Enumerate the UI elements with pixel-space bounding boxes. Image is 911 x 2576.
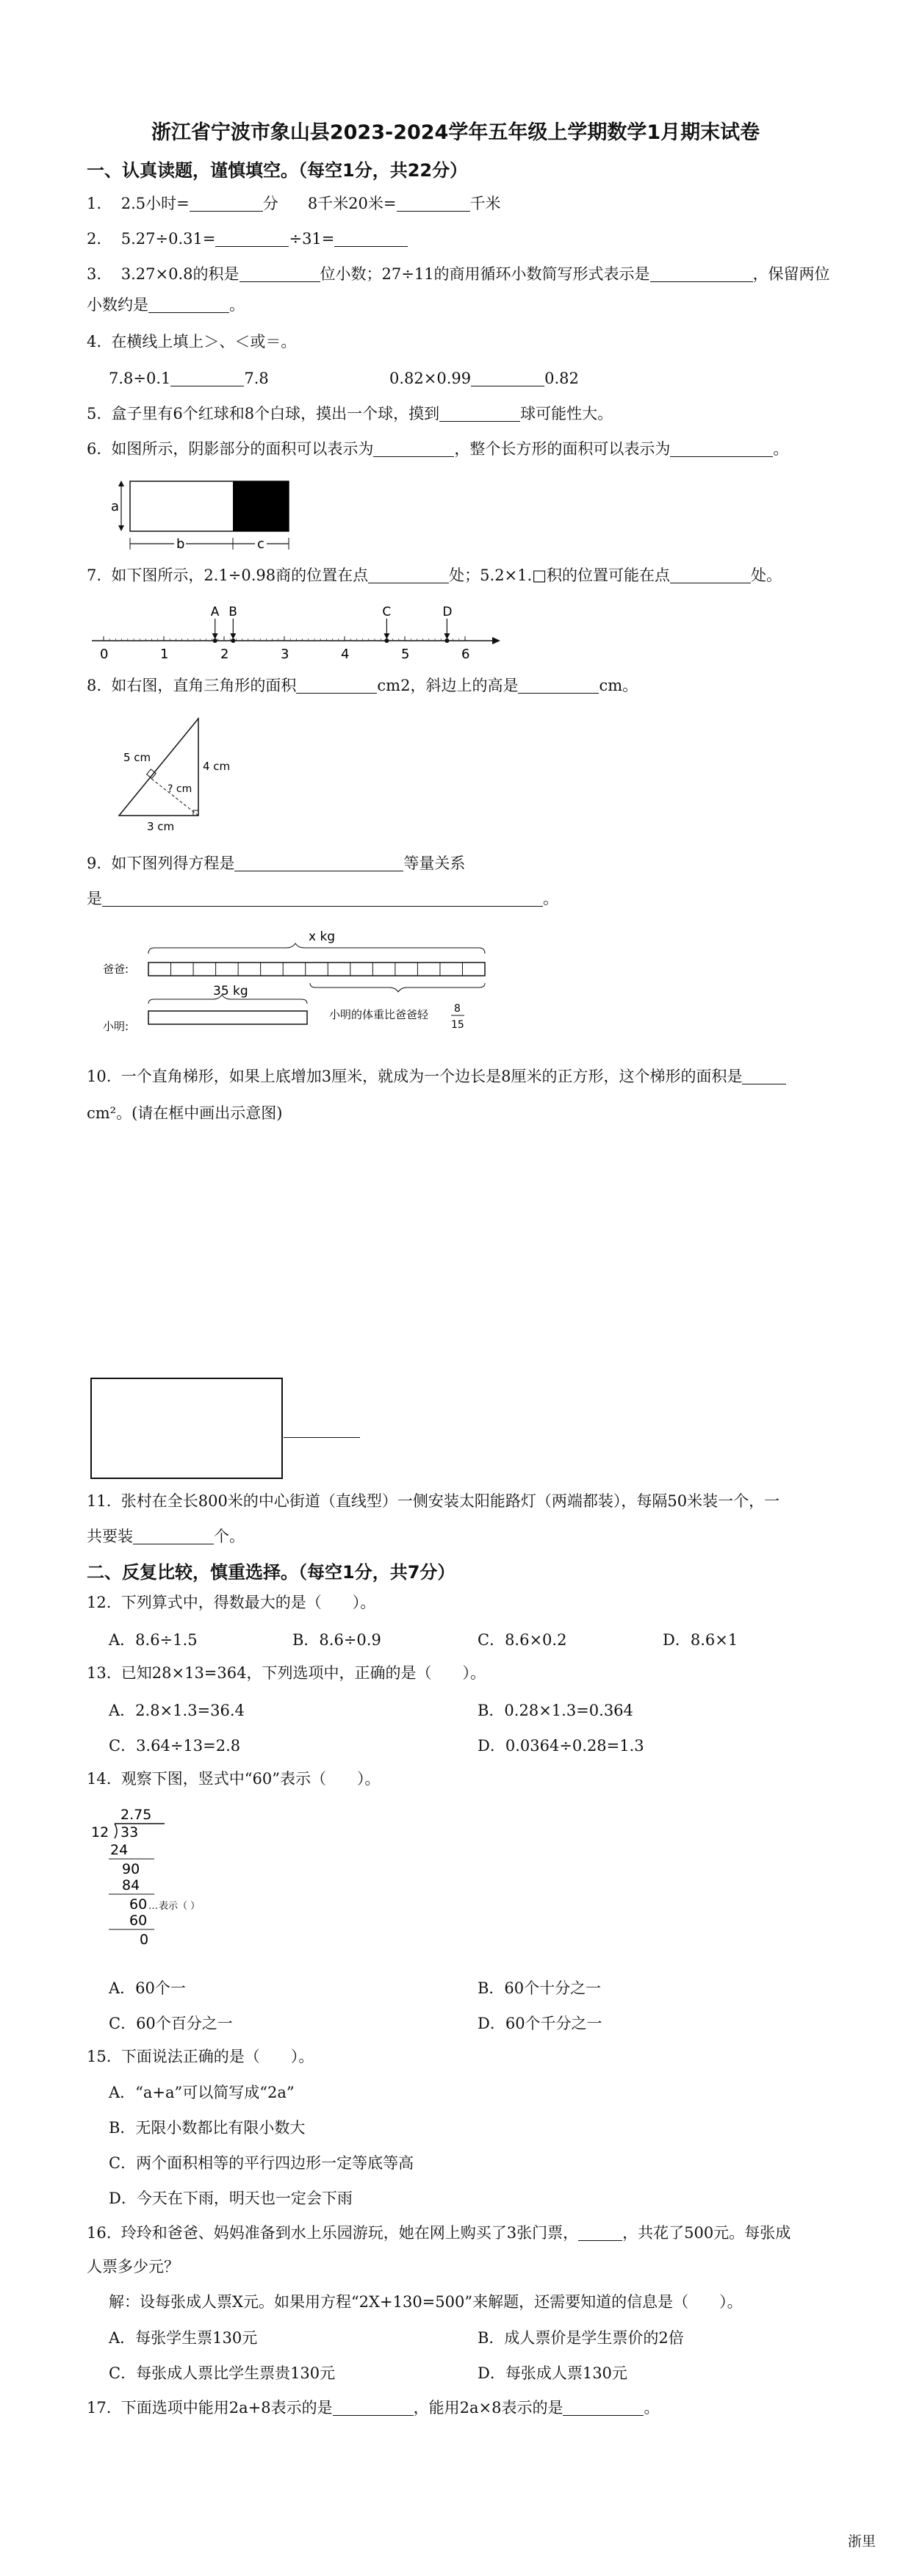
answer-blank[interactable] (670, 566, 751, 583)
q7-text3: 处。 (751, 566, 782, 584)
point-dot (213, 638, 217, 643)
q9-text2: 等量关系 (403, 855, 466, 872)
answer-blank[interactable] (190, 195, 263, 212)
expr: 0.82×0.99 (389, 370, 472, 387)
fraction-numerator: 8 (454, 1003, 461, 1015)
question-number: 3. (87, 265, 102, 283)
question-9 (87, 852, 465, 874)
q14-text: 观察下图，竖式中“60”表示（ ）。 (120, 1770, 381, 1788)
answer-blank[interactable] (373, 440, 454, 457)
annotation-note: 表示（ ） (159, 1901, 201, 1912)
point-dot (444, 638, 449, 643)
q8-text3: cm。 (599, 677, 638, 694)
dividend: 33 (120, 1824, 139, 1841)
q17-text2: ，能用2a×8表示的是 (413, 2399, 563, 2417)
q6-text2: ，整个长方形的面积可以表示为 (454, 440, 671, 458)
tick-label: 5 (401, 647, 410, 662)
answer-blank[interactable] (148, 296, 229, 313)
question-number: 9. (87, 855, 102, 872)
label-a: a (111, 499, 120, 514)
answer-blank[interactable] (215, 230, 289, 247)
option-d[interactable]: D．今天在下雨，明天也一定会下雨 (109, 2190, 353, 2207)
label-dad: 爸爸: (103, 963, 129, 976)
page-title: 浙江省宁波市象山县2023-2024学年五年级上学期数学1月期末试卷 (151, 121, 760, 144)
q4-text: 在横线上填上＞、＜或＝。 (111, 333, 297, 350)
divisor: 12 (91, 1824, 109, 1841)
option-c[interactable]: C．两个面积相等的平行四边形一定等底等高 (109, 2154, 414, 2172)
answer-blank[interactable] (334, 230, 408, 247)
unit-text: 千米 (469, 195, 501, 212)
remainder: 0 (140, 1932, 149, 1947)
q10-text: 一个直角梯形，如果上底增加3厘米，就成为一个边长是8厘米的正方形，这个梯形的面积是 (120, 1068, 743, 1085)
answer-blank[interactable] (234, 855, 403, 871)
answer-blank[interactable] (518, 677, 599, 694)
q1-part-b: 8千米20米= (307, 195, 397, 212)
step-60: 60 (129, 1896, 148, 1913)
q7-text2: 处；5.2×1.□积的位置可能在点 (449, 566, 671, 584)
option-a[interactable]: A．8.6÷1.5 (109, 1631, 198, 1649)
point-arrowhead (384, 633, 389, 639)
option-b[interactable]: B．无限小数都比有限小数大 (109, 2119, 306, 2137)
question-12 (87, 1591, 375, 1613)
q15-text: 下面说法正确的是（ ）。 (120, 2048, 314, 2065)
footer-mark: 浙里 (847, 2533, 876, 2550)
option-a[interactable]: A．每张学生票130元 (109, 2329, 258, 2347)
question-10 (87, 1065, 786, 1087)
answer-blank[interactable] (471, 370, 544, 386)
q7-number-line (92, 604, 503, 663)
answer-blank[interactable] (170, 370, 244, 386)
fraction-denominator: 15 (451, 1019, 464, 1031)
answer-blank[interactable] (742, 1068, 786, 1084)
arrow-head (118, 481, 124, 486)
question-number: 15. (87, 2048, 112, 2065)
question-9-line2 (87, 888, 558, 910)
point-label-d: D (442, 605, 453, 619)
question-1 (87, 193, 501, 215)
q14-long-division-figure (87, 1806, 278, 1947)
question-number: 11. (87, 1492, 112, 1510)
option-b[interactable]: B．0.28×1.3=0.364 (478, 1702, 633, 1719)
question-11-line2 (87, 1525, 245, 1547)
point-dot (231, 638, 235, 643)
option-c[interactable]: C．3.64÷13=2.8 (109, 1737, 241, 1755)
question-number: 4. (87, 333, 102, 350)
q2-part-b: ÷31= (289, 230, 335, 248)
label-height: ? cm (168, 783, 192, 795)
question-6 (87, 438, 788, 460)
expr: 0.82 (544, 370, 579, 387)
brace-diff (310, 983, 485, 992)
q11-text: 张村在全长800米的中心街道（直线型）一侧安装太阳能路灯（两端都装），每隔50米装一个，一 (120, 1492, 780, 1510)
marker-dots: … (148, 1901, 158, 1912)
label-35kg: 35 kg (213, 984, 248, 999)
point-label-c: C (382, 605, 392, 619)
option-c[interactable]: C．每张成人票比学生票贵130元 (109, 2364, 336, 2382)
unit-text: 分 (262, 195, 278, 212)
answer-blank[interactable] (578, 2224, 622, 2241)
q6-text: 如图所示，阴影部分的面积可以表示为 (111, 440, 374, 458)
q9-line2: 是 (87, 890, 102, 907)
answer-blank[interactable] (368, 566, 449, 583)
q8-right-triangle-figure (110, 711, 257, 836)
option-a[interactable]: A．60个一 (109, 1979, 186, 1997)
option-b[interactable]: B．60个十分之一 (478, 1979, 602, 1997)
q7-text: 如下图所示，2.1÷0.98商的位置在点 (111, 566, 369, 584)
q5-text: 盒子里有6个红球和8个白球，摸出一个球，摸到 (111, 405, 440, 422)
option-c[interactable]: C．60个百分之一 (109, 2015, 233, 2032)
answer-blank[interactable] (240, 265, 320, 282)
question-15 (87, 2046, 314, 2068)
question-2 (87, 228, 408, 250)
point-arrowhead (212, 633, 218, 639)
answer-blank[interactable] (284, 1437, 360, 1438)
q16-line2: 人票多少元？ (87, 2258, 179, 2275)
expr: 7.8 (244, 370, 269, 387)
axis-arrow (492, 637, 500, 644)
q9-text: 如下图列得方程是 (111, 855, 235, 872)
point-label-b: B (228, 605, 237, 619)
question-3-line2 (87, 294, 245, 316)
question-11 (87, 1490, 779, 1512)
ming-bar (148, 1011, 307, 1024)
option-d[interactable]: D．每张成人票130元 (478, 2364, 627, 2382)
label-base: 3 cm (147, 820, 175, 833)
label-b: b (176, 536, 185, 552)
question-14 (87, 1768, 380, 1790)
section-1-heading: 一、认真读题，谨慎填空。（每空1分，共22分） (87, 160, 468, 181)
label-c: c (257, 536, 264, 552)
expr: 7.8÷0.1 (109, 370, 171, 387)
answer-blank[interactable] (439, 405, 520, 422)
option-b[interactable]: B．成人票价是学生票价的2倍 (478, 2329, 684, 2347)
question-number: 8. (87, 677, 102, 694)
tick-label: 3 (281, 647, 289, 662)
question-17 (87, 2397, 659, 2419)
q3-text: 3.27×0.8的积是 (120, 265, 240, 283)
shaded-rectangle (233, 481, 289, 531)
point-arrowhead (444, 633, 450, 639)
q1-part-a: 2.5小时= (120, 195, 190, 212)
question-number: 14. (87, 1770, 112, 1788)
q3-line2: 小数约是 (87, 296, 148, 314)
question-4 (87, 331, 296, 353)
q4-compare-b (389, 367, 579, 389)
question-16-line2 (87, 2256, 179, 2278)
label-ming: 小明: (103, 1020, 129, 1033)
step-84: 84 (122, 1877, 140, 1893)
tick-label: 1 (160, 647, 169, 662)
tick-label: 4 (341, 647, 350, 662)
q17-text: 下面选项中能用2a+8表示的是 (120, 2399, 333, 2417)
question-number: 16. (87, 2224, 112, 2242)
answer-blank[interactable] (397, 195, 470, 212)
point-arrowhead (230, 633, 236, 639)
answer-blank[interactable] (563, 2399, 644, 2416)
label-xkg: x kg (309, 929, 336, 944)
q4-compare-a (109, 367, 269, 389)
label-side: 4 cm (203, 760, 231, 773)
option-b[interactable]: B．8.6÷0.9 (292, 1631, 381, 1649)
punct: 。 (644, 2399, 660, 2417)
question-number: 13. (87, 1664, 112, 1682)
quotient: 2.75 (120, 1807, 152, 1823)
brace-x (148, 943, 485, 954)
q13-text: 已知28×13=364，下列选项中，正确的是（ ）。 (120, 1664, 486, 1682)
section-2-heading: 二、反复比较，慎重选择。（每空1分，共7分） (87, 1562, 455, 1583)
question-number: 2. (87, 230, 102, 248)
q11-line2: 共要装 (87, 1528, 133, 1545)
question-number: 6. (87, 440, 102, 458)
q16-line3: 解：设每张成人票X元。如果用方程“2X+130=500”来解题，还需要知道的信息是（ ）。 (109, 2293, 743, 2311)
q9-line-diagram (103, 927, 500, 1045)
q3-text2: 位小数；27÷11的商用循环小数简写形式表示是 (320, 265, 650, 283)
punct: 。 (229, 296, 245, 314)
question-10-line2 (87, 1102, 282, 1124)
option-d[interactable]: D．8.6×1 (663, 1631, 738, 1649)
q5-text2: 球可能性大。 (520, 405, 613, 422)
answer-blank[interactable] (333, 2399, 414, 2416)
question-number: 7. (87, 566, 102, 584)
point-label-a: A (210, 605, 220, 619)
question-number: 5. (87, 405, 102, 422)
question-16-solution (109, 2291, 743, 2313)
q12-text: 下列算式中，得数最大的是（ ）。 (120, 1594, 376, 1611)
q2-part-a: 5.27÷0.31= (120, 230, 216, 248)
answer-blank[interactable] (102, 890, 543, 907)
question-number: 10. (87, 1068, 112, 1085)
q3-text3: ，保留两位 (752, 265, 830, 283)
question-5 (87, 403, 613, 425)
question-13 (87, 1662, 486, 1684)
q16-text: 玲玲和爸爸、妈妈准备到水上乐园游玩，她在网上购买了3张门票， (120, 2224, 579, 2242)
drawing-box[interactable] (90, 1378, 283, 1479)
step-60b: 60 (129, 1913, 148, 1929)
arrow-head (118, 525, 124, 531)
punct: 。 (773, 440, 789, 458)
question-7 (87, 564, 782, 586)
q10-line2: cm²。(请在框中画出示意图) (87, 1104, 283, 1122)
option-d[interactable]: D．60个千分之一 (478, 2015, 602, 2032)
q8-text: 如右图，直角三角形的面积 (111, 677, 297, 694)
answer-blank[interactable] (670, 440, 773, 457)
tick-label: 0 (100, 647, 109, 662)
punct: 。 (543, 890, 558, 907)
q6-rectangle-figure (107, 478, 305, 558)
option-c[interactable]: C．8.6×0.2 (478, 1631, 567, 1649)
question-number: 12. (87, 1594, 112, 1611)
option-a[interactable]: A．2.8×1.3=36.4 (109, 1702, 245, 1719)
option-a[interactable]: A．“a+a”可以简写成“2a” (109, 2084, 295, 2101)
answer-blank[interactable] (296, 677, 377, 694)
label-note: 小明的体重比爸爸轻 (329, 1008, 429, 1021)
answer-blank[interactable] (133, 1528, 214, 1544)
question-3 (87, 263, 830, 285)
tick-label: 6 (461, 647, 470, 662)
point-dot (384, 638, 389, 643)
label-hypotenuse: 5 cm (123, 751, 151, 764)
option-d[interactable]: D．0.0364÷0.28=1.3 (478, 1737, 644, 1755)
tick-label: 2 (220, 647, 229, 662)
q16-text2: ，共花了500元。每张成 (622, 2224, 791, 2242)
punct: 个。 (214, 1528, 245, 1545)
triangle (119, 719, 198, 816)
step-24: 24 (110, 1842, 129, 1858)
question-16 (87, 2222, 791, 2244)
q8-text2: cm2，斜边上的高是 (377, 677, 519, 694)
step-90: 90 (122, 1861, 140, 1877)
division-bracket (115, 1824, 117, 1838)
dad-bar (148, 963, 485, 976)
question-number: 1. (87, 195, 102, 212)
answer-blank[interactable] (650, 265, 753, 282)
question-8 (87, 674, 638, 697)
question-number: 17. (87, 2399, 112, 2417)
